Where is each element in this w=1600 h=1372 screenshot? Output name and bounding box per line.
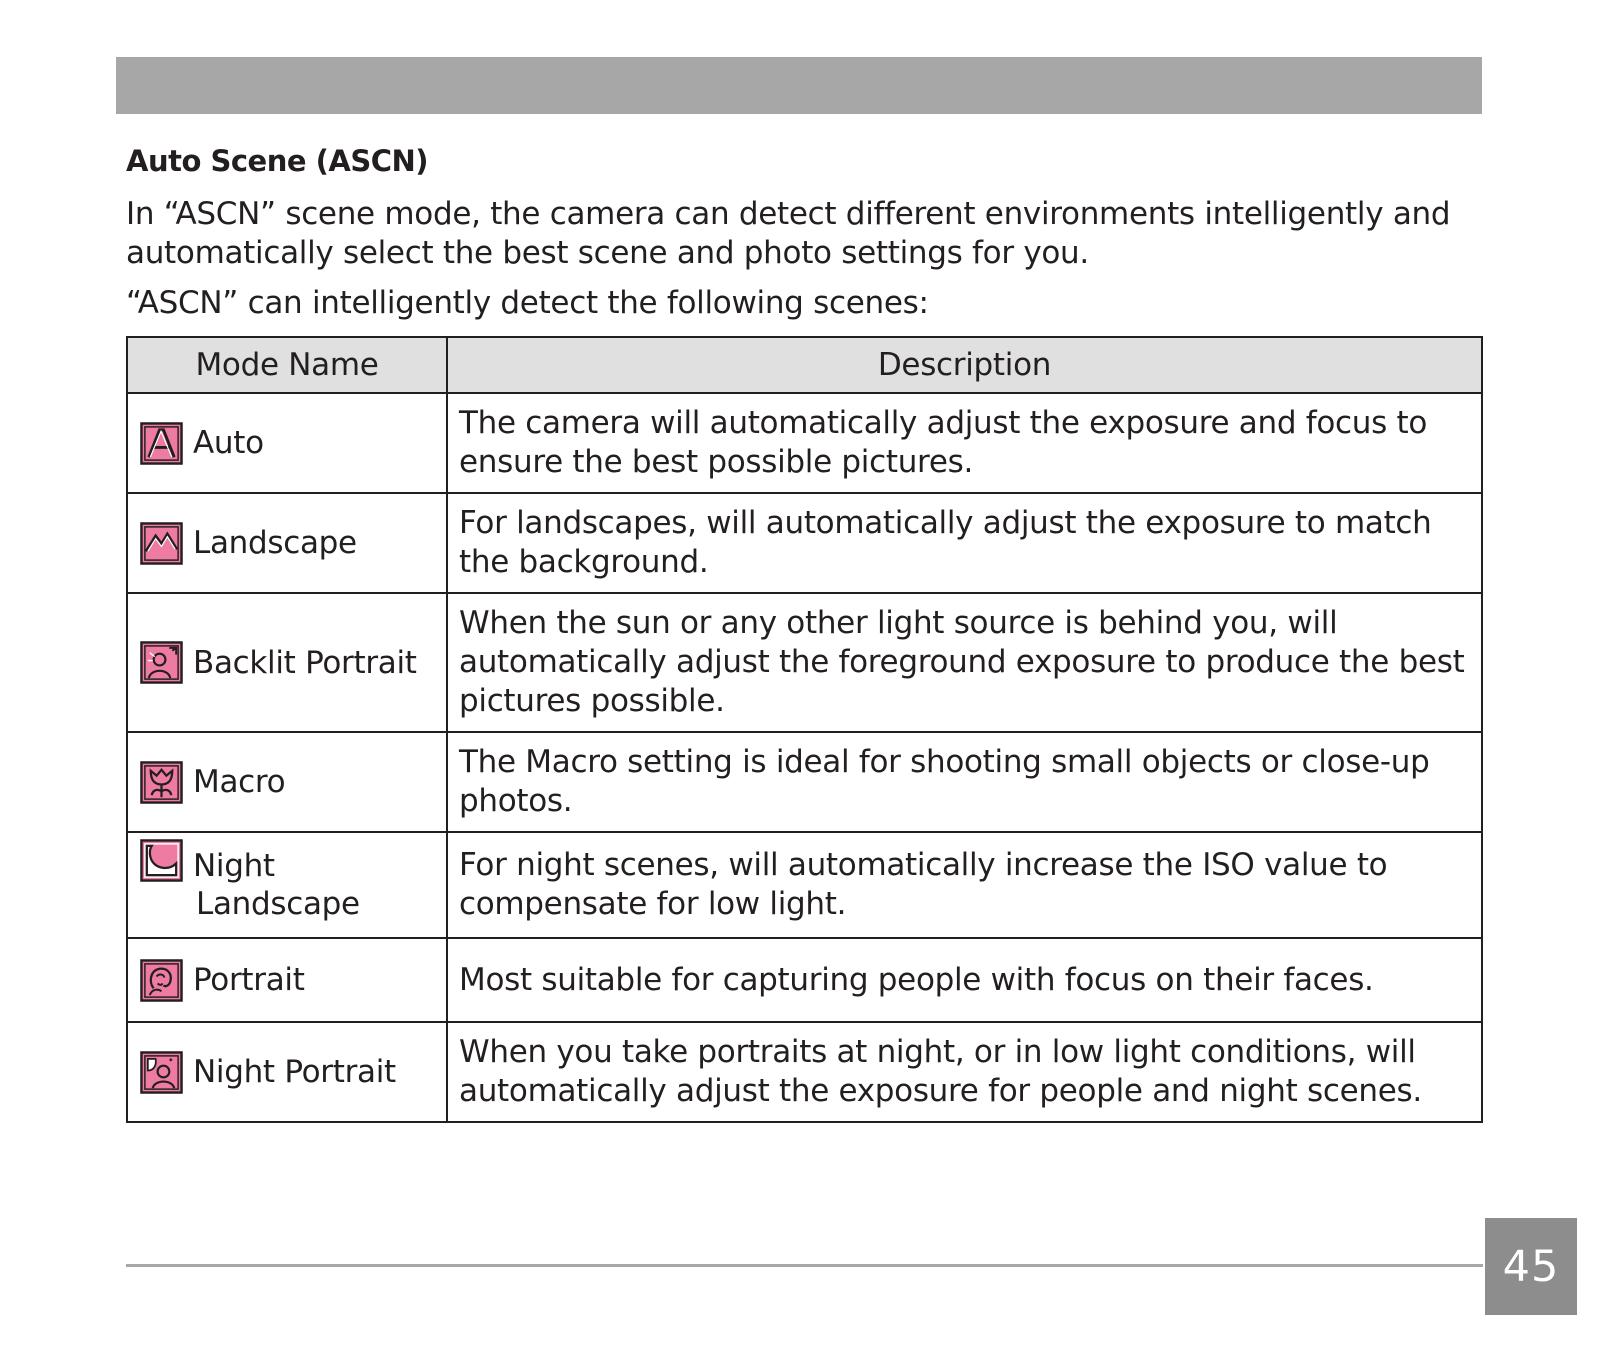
macro-icon xyxy=(140,761,183,804)
mode-name-cell xyxy=(127,393,447,493)
mode-description: For landscapes, will automatically adjust the exposure to match the background. xyxy=(447,493,1482,593)
scene-modes-table xyxy=(126,336,1483,1123)
mode-name xyxy=(193,847,360,923)
night-portrait-icon xyxy=(140,1051,183,1094)
header-bar xyxy=(116,57,1482,114)
table-row xyxy=(127,493,1482,593)
mode-name-cell xyxy=(127,593,447,732)
mode-description: For night scenes, will automatically increase the ISO value to compensate for low light. xyxy=(447,832,1482,938)
mode-description: When you take portraits at night, or in low light conditions, will automatically adjust the exposure for people and night scenes. xyxy=(447,1022,1482,1122)
footer-rule xyxy=(126,1264,1483,1267)
backlit-portrait-icon xyxy=(140,641,183,684)
mode-description: The camera will automatically adjust the exposure and focus to ensure the best possible pictures. xyxy=(447,393,1482,493)
mode-name: Portrait xyxy=(193,962,305,998)
mode-name: Auto xyxy=(193,425,264,461)
mode-description: The Macro setting is ideal for shooting small objects or close-up photos. xyxy=(447,732,1482,832)
column-header-mode-name: Mode Name xyxy=(127,337,447,393)
table-header-row xyxy=(127,337,1482,393)
mode-description: Most suitable for capturing people with focus on their faces. xyxy=(447,938,1482,1022)
table-row xyxy=(127,938,1482,1022)
table-row xyxy=(127,593,1482,732)
mode-name-line: Night xyxy=(193,848,275,884)
mode-name-cell xyxy=(127,832,447,938)
night-landscape-icon xyxy=(140,839,183,882)
mode-name: Backlit Portrait xyxy=(193,644,417,681)
mode-name-cell xyxy=(127,1022,447,1122)
column-header-description: Description xyxy=(447,337,1482,393)
mode-name: Night Portrait xyxy=(193,1054,396,1090)
mode-name: Landscape xyxy=(193,525,357,561)
mode-name-line: Landscape xyxy=(196,886,360,922)
portrait-icon xyxy=(140,959,183,1002)
intro-text xyxy=(126,195,1486,323)
table-row xyxy=(127,732,1482,832)
intro-paragraph: In “ASCN” scene mode, the camera can detect different environments intelligently and automatically select the best scene and photo settings for you. xyxy=(126,196,1451,271)
table-row xyxy=(127,1022,1482,1122)
mode-description: When the sun or any other light source is behind you, will automatically adjust the foreground exposure to produce the best pictures possible. xyxy=(447,593,1482,732)
mode-name-cell xyxy=(127,938,447,1022)
landscape-icon xyxy=(140,522,183,565)
table-row xyxy=(127,832,1482,938)
intro-paragraph: “ASCN” can intelligently detect the following scenes: xyxy=(126,285,929,321)
table-row xyxy=(127,393,1482,493)
auto-scene-icon xyxy=(140,422,183,465)
mode-name: Macro xyxy=(193,764,286,800)
mode-name-cell xyxy=(127,493,447,593)
section-title: Auto Scene (ASCN) xyxy=(126,144,429,178)
page-number: 45 xyxy=(1485,1218,1577,1315)
mode-name-cell xyxy=(127,732,447,832)
